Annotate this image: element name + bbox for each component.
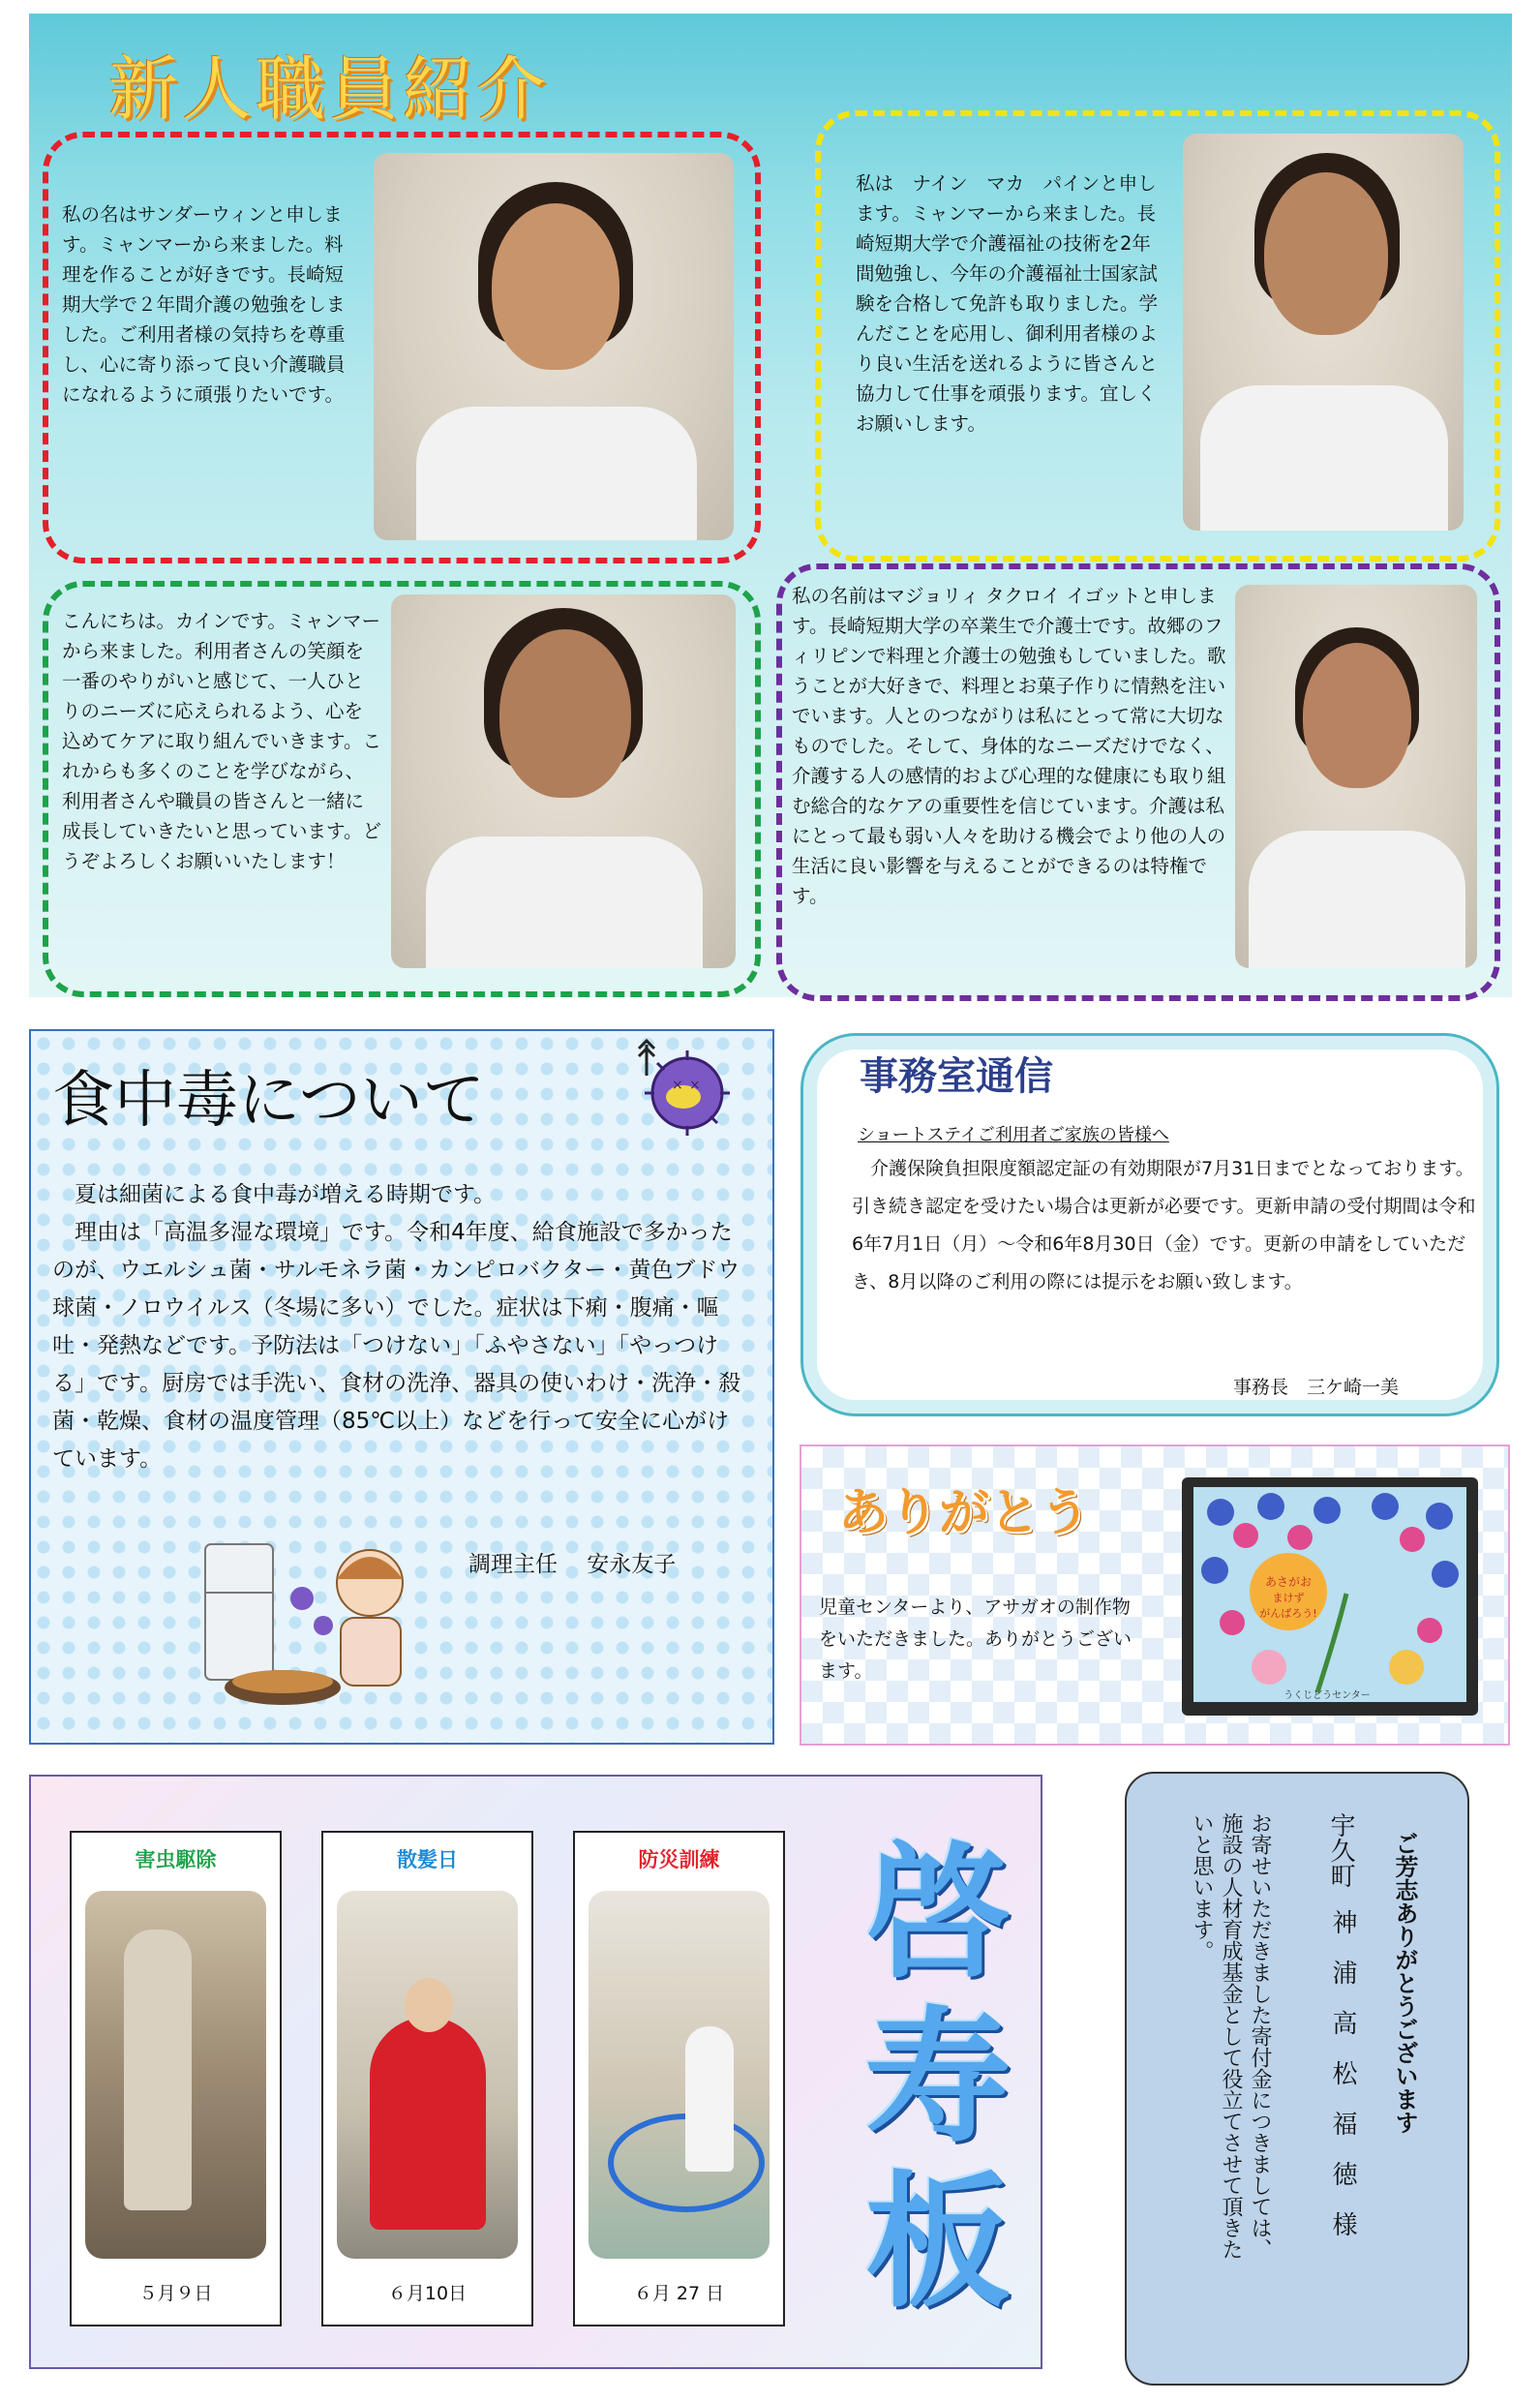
staff-intro-section bbox=[29, 14, 1512, 997]
staff-intro-title: 新人職員紹介 bbox=[108, 48, 551, 130]
donation-message-line-2: 施設の人材育成基金として役立てさせて頂きた bbox=[1219, 1812, 1243, 2260]
morning-glory-artwork-photo bbox=[1182, 1477, 1478, 1716]
bulletin-board-section bbox=[29, 1775, 1042, 2369]
thanks-section bbox=[800, 1444, 1510, 1746]
staff-photo-2 bbox=[1183, 134, 1464, 531]
snapshot-photo bbox=[85, 1891, 266, 2259]
staff-photo-1 bbox=[374, 153, 734, 540]
staff-card-4 bbox=[776, 563, 1500, 1001]
svg-text:あさがお: あさがお bbox=[1264, 1575, 1313, 1589]
office-news-signature: 事務長 三ケ崎一美 bbox=[1233, 1377, 1400, 1398]
donor-name: 神 浦 高 松 福 徳 様 bbox=[1328, 1909, 1357, 2236]
office-news-body: 介護保険負担限度額認定証の有効期限が7月31日までとなっております。引き続き認定を受けたい場合は更新が必要です。更新申請の受付期間は令和6年7月1日（月）～令和6年8月30日（金）です。更新の申請をしていただき、8月以降のご利用の際には提示をお願い致します。 bbox=[852, 1158, 1476, 1292]
svg-text:まけず: まけず bbox=[1272, 1592, 1305, 1604]
artwork-caption: うくじどうセンター bbox=[1283, 1690, 1371, 1701]
donor-place: 宇久町 bbox=[1326, 1812, 1355, 1888]
office-news-title: 事務室通信 bbox=[860, 1053, 1053, 1099]
svg-text:×: × bbox=[672, 1078, 683, 1093]
office-news-section bbox=[794, 1026, 1506, 1423]
snapshot-label: 防災訓練 bbox=[638, 1848, 720, 1871]
donation-message-line-1: お寄せいただきました寄付金につきましては、 bbox=[1248, 1812, 1272, 2260]
staff-card-2-text: 私は ナイン マカ パインと申します。ミャンマーから来ました。長崎短期大学で介護福祉の技術を2年間勉強し、今年の介護福祉士国家試験を合格して免許も取りました。学んだことを応用し、御利用者様のより良い生活を送れるように皆さんと協力して仕事を頑張ります。宜しくお願いします。 bbox=[856, 172, 1159, 435]
food-poisoning-body: 夏は細菌による食中毒が増える時期です。 理由は「高温多湿な環境」です。令和4年度、給食施設で多かったのが、ウエルシュ菌・サルモネラ菌・カンピロバクター・黄色ブドウ球菌・ノロウイルス（冬場に多い）でした。症状は下痢・腹痛・嘔吐・発熱などです。予防法は「つけない」「ふやさない」「やっつける」です。厨房では手洗い、食材の洗浄、器具の使いわけ・洗浄・殺菌・乾燥、食材の温度管理（85℃以上）などを行って安全に心がけています。 bbox=[52, 1182, 741, 1472]
snapshot-date: ６月10日 bbox=[387, 2283, 468, 2304]
donation-message-line-3: いと思います。 bbox=[1190, 1812, 1214, 1961]
staff-card-1 bbox=[43, 132, 761, 563]
snapshot-photo bbox=[589, 1891, 770, 2259]
donation-thanks-box bbox=[1125, 1772, 1469, 2386]
staff-photo-3 bbox=[391, 594, 736, 968]
staff-card-1-text: 私の名はサンダーウィンと申します。ミャンマーから来ました。料理を作ることが好きです。長崎短期大学で２年間介護の勉強をしました。ご利用者様の気持ちを尊重し、心に寄り添って良い介護職員になれるように頑張りたいです。 bbox=[62, 203, 346, 406]
snapshot-haircut-day bbox=[321, 1831, 533, 2326]
morning-glory-artwork bbox=[1182, 1477, 1478, 1716]
donation-heading: ご芳志ありがとうございます bbox=[1391, 1832, 1418, 2134]
bulletin-board-title: 啓寿板 bbox=[865, 1828, 1012, 2327]
germ-mascot-icon bbox=[631, 1037, 738, 1143]
svg-text:がんばろう!: がんばろう! bbox=[1259, 1607, 1317, 1620]
snapshot-date: ６月 27 日 bbox=[633, 2283, 725, 2304]
staff-card-3 bbox=[43, 581, 761, 997]
snapshot-label: 散髪日 bbox=[397, 1848, 458, 1871]
snapshot-label: 害虫駆除 bbox=[135, 1848, 217, 1871]
food-poisoning-title: 食中毒について bbox=[52, 1065, 485, 1137]
office-news-subtitle: ショートステイご利用者ご家族の皆様へ bbox=[858, 1125, 1169, 1145]
staff-card-4-text: 私の名前はマジョリィ タクロイ イゴットと申します。長崎短期大学の卒業生で介護士です。故郷のフィリピンで料理と介護士の勉強もしていました。歌うことが大好きで、料理とお菓子作りに情熱を注いでいます。人とのつながりは私にとって常に大切なものでした。そして、身体的なニーズだけでなく、介護する人の感情的および心理的な健康にも取り組む総合的なケアの重要性を信じています。介護は私にとって最も弱い人々を助ける機会でより他の人の生活に良い影響を与えることができるのは特権です。 bbox=[792, 585, 1226, 907]
snapshot-pest-control bbox=[70, 1831, 282, 2326]
svg-text:×: × bbox=[689, 1078, 701, 1093]
snapshot-disaster-drill bbox=[573, 1831, 785, 2326]
food-poisoning-section bbox=[29, 1029, 774, 1745]
snapshot-photo bbox=[337, 1891, 518, 2259]
food-poisoning-signature: 調理主任 安永友子 bbox=[468, 1552, 677, 1577]
thanks-body: 児童センターより、アサガオの制作物をいただきました。ありがとうございます。 bbox=[819, 1596, 1132, 1682]
thanks-title: ありがとう bbox=[838, 1483, 1091, 1542]
staff-photo-4 bbox=[1235, 585, 1477, 968]
staff-card-3-text: こんにちは。カインです。ミャンマーから来ました。利用者さんの笑顔を一番のやりがいと感じて、一人ひとりのニーズに応えられるよう、心を込めてケアに取り組んでいきます。これからも多くのことを学びながら、利用者さんや職員の皆さんと一緒に成長していきたいと思っています。どうぞよろしくお願いいたします！ bbox=[62, 610, 381, 872]
snapshot-date: ５月９日 bbox=[138, 2283, 213, 2304]
cooking-illustration bbox=[196, 1525, 447, 1718]
staff-card-2 bbox=[815, 110, 1500, 562]
